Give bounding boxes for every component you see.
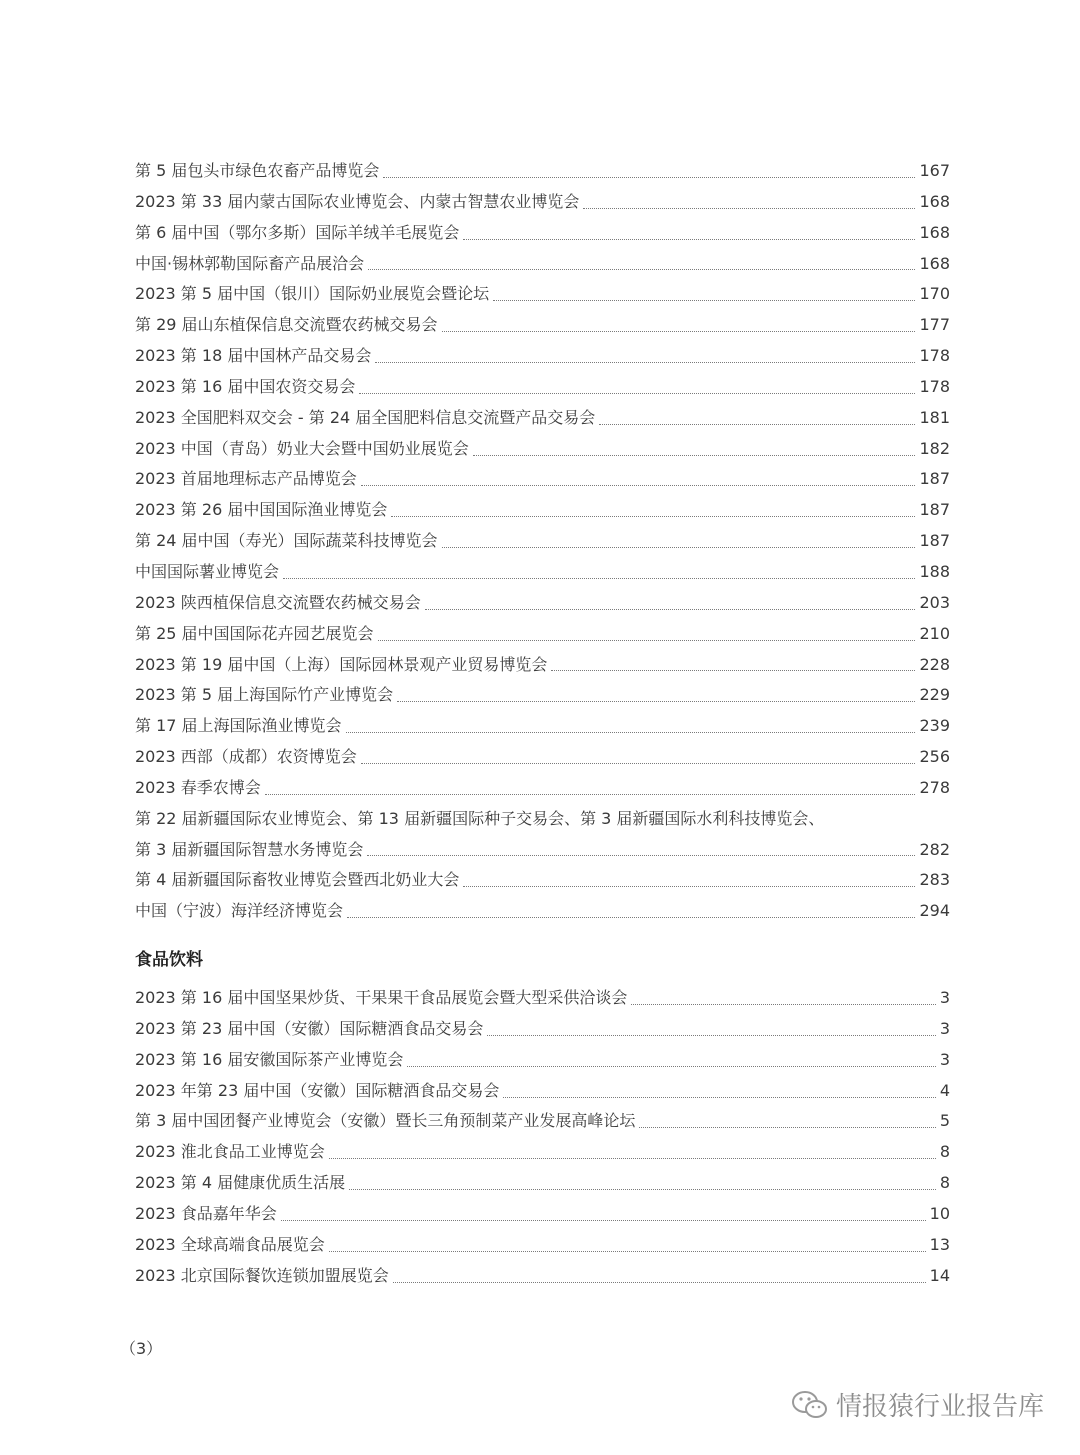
toc-entry-title: 2023 第 26 届中国国际渔业博览会: [135, 500, 388, 520]
toc-entry-title: 2023 年第 23 届中国（安徽）国际糖酒食品交易会: [135, 1080, 500, 1100]
toc-entry-page: 3: [939, 1049, 950, 1069]
toc-entry[interactable]: [135, 1168, 950, 1199]
toc-entry-page: 168: [919, 222, 950, 242]
toc-entry-title: 2023 第 16 届中国坚果炒货、干果果干食品展览会暨大型采供洽谈会: [135, 988, 628, 1008]
leader-dots: [361, 763, 916, 764]
page-number: （3）: [120, 1339, 163, 1358]
toc-entry-page: 10: [929, 1204, 950, 1223]
toc-entry[interactable]: [135, 1014, 950, 1045]
toc-entry[interactable]: [135, 773, 950, 804]
toc-entry-title: 2023 陕西植保信息交流暨农药械交易会: [135, 592, 421, 612]
toc-entry[interactable]: [135, 1261, 950, 1292]
toc-entry-title: 2023 第 33 届内蒙古国际农业博览会、内蒙古智慧农业博览会: [135, 191, 580, 211]
leader-dots: [368, 269, 915, 270]
toc-entry-title: 2023 第 5 届上海国际竹产业博览会: [135, 685, 394, 705]
toc-entry[interactable]: [135, 1076, 950, 1107]
toc-entry-page: 4: [939, 1080, 950, 1100]
leader-dots: [375, 362, 915, 363]
toc-entry-title: 2023 第 18 届中国林产品交易会: [135, 346, 372, 366]
leader-dots: [393, 1282, 926, 1283]
toc-entry-page: 170: [919, 284, 950, 304]
leader-dots: [487, 1035, 935, 1036]
toc-entry[interactable]: [135, 341, 950, 372]
toc-entry-page: 256: [919, 747, 950, 767]
toc-entry-title: 2023 全球高端食品展览会: [135, 1234, 325, 1254]
toc-entry[interactable]: [135, 218, 950, 249]
leader-dots: [283, 578, 915, 579]
leader-dots: [583, 208, 915, 209]
toc-entry-page: 278: [919, 777, 950, 797]
leader-dots: [349, 1189, 936, 1190]
toc-entry[interactable]: [135, 588, 950, 619]
toc-entry[interactable]: [135, 1045, 950, 1076]
toc-entry-title: 2023 第 16 届中国农资交易会: [135, 376, 356, 396]
toc-entry-title: 2023 西部（成都）农资博览会: [135, 747, 357, 767]
toc-entry-page: 187: [919, 531, 950, 551]
toc-entry[interactable]: [135, 249, 950, 280]
toc-group-food-beverage: [135, 983, 950, 1291]
leader-dots: [463, 239, 915, 240]
toc-entry[interactable]: [135, 1106, 950, 1137]
toc-entry[interactable]: [135, 526, 950, 557]
leader-dots: [503, 1097, 935, 1098]
toc-entry-page: 178: [919, 376, 950, 396]
toc-group-agriculture-cont: [135, 865, 950, 927]
toc-entry-page: 167: [919, 161, 950, 180]
toc-entry[interactable]: [135, 434, 950, 465]
leader-dots: [493, 300, 915, 301]
toc-entry[interactable]: [135, 1230, 950, 1261]
leader-dots: [631, 1004, 935, 1005]
toc-entry-title: 2023 食品嘉年华会: [135, 1204, 277, 1223]
leader-dots: [551, 670, 915, 671]
toc-entry-page: 181: [919, 407, 950, 427]
toc-entry-page: 228: [919, 654, 950, 674]
toc-entry[interactable]: [135, 557, 950, 588]
leader-dots: [463, 886, 915, 887]
toc-entry-page: 239: [919, 716, 950, 736]
toc-entry-title: 2023 第 16 届安徽国际茶产业博览会: [135, 1049, 404, 1069]
toc-entry-page: 203: [919, 592, 950, 612]
leader-dots: [359, 393, 915, 394]
toc-entry[interactable]: [135, 187, 950, 218]
toc-entry-wrapped-line1: [135, 804, 950, 835]
toc-entry-page: 13: [929, 1234, 950, 1254]
leader-dots: [347, 917, 915, 918]
toc-entry-page: 182: [919, 438, 950, 458]
toc-entry[interactable]: [135, 650, 950, 681]
toc-entry[interactable]: [135, 680, 950, 711]
toc-entry-page: 188: [919, 561, 950, 581]
watermark: [790, 1386, 1044, 1423]
table-of-contents: [135, 156, 950, 1292]
toc-entry-page: 282: [919, 839, 950, 859]
toc-entry-page: 294: [919, 901, 950, 921]
leader-dots: [361, 485, 916, 486]
toc-entry-title: 第 24 届中国（寿光）国际蔬菜科技博览会: [135, 531, 438, 551]
leader-dots: [407, 1066, 935, 1067]
toc-entry-title: 中国（宁波）海洋经济博览会: [135, 901, 344, 921]
toc-entry-page: 8: [939, 1173, 950, 1193]
toc-entry[interactable]: [135, 896, 950, 927]
toc-entry-title: 中国·锡林郭勒国际畜产品展洽会: [135, 253, 365, 273]
toc-entry-title: 第 5 届包头市绿色农畜产品博览会: [135, 161, 380, 180]
leader-dots: [442, 547, 916, 548]
toc-entry-title: 第 6 届中国（鄂尔多斯）国际羊绒羊毛展览会: [135, 222, 460, 242]
toc-entry[interactable]: [135, 464, 950, 495]
section-heading: 食品饮料: [135, 950, 203, 971]
leader-dots: [265, 794, 916, 795]
toc-entry-page: 8: [939, 1142, 950, 1162]
toc-entry-title: 第 4 届新疆国际畜牧业博览会暨西北奶业大会: [135, 870, 460, 890]
leader-dots: [378, 640, 916, 641]
toc-group-agriculture: [135, 156, 950, 804]
toc-entry-title: 中国国际薯业博览会: [135, 561, 280, 581]
toc-entry[interactable]: [135, 835, 950, 866]
toc-entry-page: 283: [919, 870, 950, 890]
toc-entry-page: 178: [919, 346, 950, 366]
toc-entry-title: 第 29 届山东植保信息交流暨农药械交易会: [135, 315, 438, 335]
leader-dots: [397, 701, 915, 702]
toc-entry[interactable]: [135, 1137, 950, 1168]
toc-entry-title: 2023 全国肥料双交会 - 第 24 届全国肥料信息交流暨产品交易会: [135, 407, 596, 427]
leader-dots: [367, 855, 915, 856]
leader-dots: [473, 455, 916, 456]
leader-dots: [329, 1251, 926, 1252]
toc-entry-page: 210: [919, 623, 950, 643]
toc-entry-title: 2023 第 19 届中国（上海）国际园林景观产业贸易博览会: [135, 654, 548, 674]
toc-entry[interactable]: [135, 619, 950, 650]
toc-entry[interactable]: [135, 983, 950, 1014]
toc-entry-title: 2023 第 23 届中国（安徽）国际糖酒食品交易会: [135, 1018, 484, 1038]
toc-entry-title: 2023 第 5 届中国（银川）国际奶业展览会暨论坛: [135, 284, 490, 304]
toc-entry-title: 2023 首届地理标志产品博览会: [135, 469, 357, 489]
toc-entry[interactable]: [135, 495, 950, 526]
toc-entry[interactable]: [135, 865, 950, 896]
toc-entry-page: 229: [919, 685, 950, 705]
toc-entry-page: 177: [919, 315, 950, 335]
leader-dots: [383, 177, 915, 178]
toc-entry-title: 2023 中国（青岛）奶业大会暨中国奶业展览会: [135, 438, 469, 458]
toc-entry-title: 2023 淮北食品工业博览会: [135, 1142, 325, 1162]
toc-entry[interactable]: [135, 711, 950, 742]
toc-entry-page: 3: [939, 988, 950, 1008]
toc-entry-page: 14: [929, 1265, 950, 1285]
toc-entry-page: 3: [939, 1018, 950, 1038]
wechat-icon: [790, 1388, 830, 1422]
leader-dots: [281, 1220, 926, 1221]
toc-entry-title: 第 17 届上海国际渔业博览会: [135, 716, 342, 736]
toc-entry[interactable]: [135, 310, 950, 341]
leader-dots: [442, 331, 916, 332]
toc-entry-page: 5: [939, 1111, 950, 1131]
leader-dots: [346, 732, 916, 733]
leader-dots: [391, 516, 915, 517]
toc-entry[interactable]: [135, 279, 950, 310]
toc-entry-title: 第 25 届中国国际花卉园艺展览会: [135, 623, 374, 643]
toc-entry-title: 2023 北京国际餐饮连锁加盟展览会: [135, 1265, 389, 1285]
toc-entry[interactable]: [135, 372, 950, 403]
toc-entry[interactable]: [135, 1199, 950, 1230]
leader-dots: [329, 1158, 936, 1159]
leader-dots: [639, 1127, 935, 1128]
toc-entry-title: 2023 春季农博会: [135, 777, 261, 797]
toc-entry[interactable]: [135, 156, 950, 187]
toc-entry-page: 187: [919, 469, 950, 489]
toc-entry-title: 第 3 届中国团餐产业博览会（安徽）暨长三角预制菜产业发展高峰论坛: [135, 1111, 636, 1131]
leader-dots: [599, 424, 915, 425]
toc-entry-page: 187: [919, 500, 950, 520]
watermark-text: 情报猿行业报告库: [835, 1392, 1044, 1422]
toc-entry-title: 第 3 届新疆国际智慧水务博览会: [135, 839, 364, 859]
toc-entry[interactable]: [135, 742, 950, 773]
toc-entry-page: 168: [919, 191, 950, 211]
toc-entry-page: 168: [919, 253, 950, 273]
toc-entry-title: 第 22 届新疆国际农业博览会、第 13 届新疆国际种子交易会、第 3 届新疆国际水利科技博览会、: [135, 808, 825, 828]
toc-entry[interactable]: [135, 403, 950, 434]
toc-entry-title: 2023 第 4 届健康优质生活展: [135, 1173, 346, 1193]
leader-dots: [425, 609, 916, 610]
